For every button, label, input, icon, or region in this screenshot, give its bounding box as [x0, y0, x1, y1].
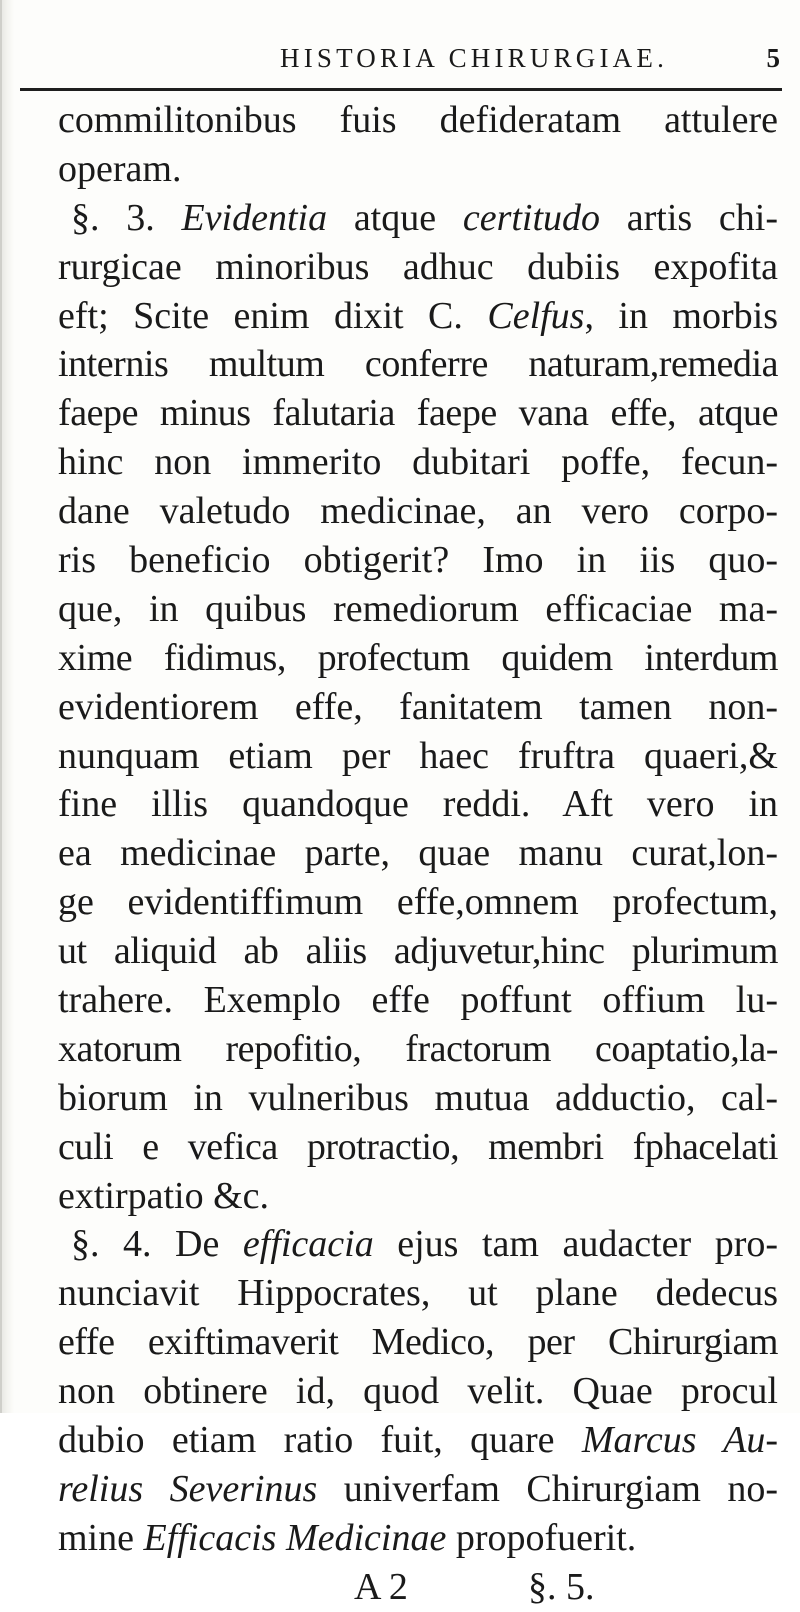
signature-mark: A 2: [354, 1565, 408, 1608]
text-segment: ejus tam audacter pro-: [373, 1223, 779, 1266]
text-segment: propofuerit.: [446, 1516, 637, 1559]
text-line: rurgicae minoribus adhuc dubiis expofita: [58, 245, 778, 288]
text-line: evidentiorem effe, fanitatem tamen non-: [58, 685, 778, 728]
text-line: operam.: [58, 147, 182, 190]
text-line: trahere. Exemplo effe poffunt offium lu-: [58, 979, 778, 1022]
text-line: ris beneficio obtigerit? Imo in iis quo-: [58, 539, 778, 582]
text-line: ut aliquid ab aliis adjuvetur,hinc plurimum: [58, 930, 778, 973]
text-line: ge evidentiffimum effe,omnem profectum,: [58, 881, 778, 924]
text-line: culi e vefica protractio, membri fphacelati: [58, 1125, 778, 1168]
section-mark: §. 4. De: [71, 1223, 243, 1266]
text-line: xime fidimus, profectum quidem interdum: [58, 636, 778, 679]
text-segment: atque: [327, 196, 463, 239]
text-line: non obtinere id, quod velit. Quae procul: [58, 1370, 778, 1413]
italic-term: efficacia: [242, 1223, 374, 1266]
text-line: [58, 1220, 778, 1269]
text-line: extirpatio &c.: [58, 1174, 270, 1217]
text-line: [58, 194, 778, 243]
text-line: nunciavit Hippocrates, ut plane dedecus: [58, 1272, 778, 1315]
running-head: HISTORIA CHIRURGIAE.: [280, 43, 669, 73]
text-line: [58, 292, 778, 341]
text-line: biorum in vulneribus mutua adductio, cal-: [58, 1076, 778, 1119]
text-segment: dubio etiam ratio fuit, quare: [58, 1419, 582, 1462]
italic-name: Marcus Au-: [581, 1419, 778, 1462]
text-line: nunquam etiam per haec fruftra quaeri,&: [58, 734, 778, 777]
text-segment: univerfam Chirurgiam no-: [317, 1467, 778, 1510]
text-segment: , in morbis: [584, 294, 778, 337]
signature-line: [58, 1563, 778, 1612]
text-line: [58, 1465, 778, 1514]
body-text: [58, 96, 778, 1612]
text-segment: eft; Scite enim dixit C.: [58, 294, 488, 337]
text-segment: artis chi-: [600, 196, 779, 239]
italic-name: relius Severinus: [58, 1467, 318, 1510]
header-rule: [20, 88, 782, 91]
page-header: [280, 38, 780, 78]
italic-name: Celfus: [487, 294, 585, 337]
text-line: faepe minus falutaria faepe vana effe, atque: [58, 392, 778, 435]
text-line: internis multum conferre naturam,remedia: [58, 343, 778, 386]
binding-gutter-shadow: [0, 0, 14, 1413]
catchword: §. 5.: [528, 1565, 595, 1608]
text-line: [58, 1416, 778, 1465]
section-mark: §. 3.: [71, 196, 155, 239]
italic-term: certitudo: [462, 196, 601, 239]
text-line: que, in quibus remediorum efficaciae ma-: [58, 587, 778, 630]
text-line: dane valetudo medicinae, an vero corpo-: [58, 490, 778, 533]
text-line: [58, 1514, 778, 1563]
text-segment: mine: [58, 1516, 144, 1559]
italic-term: Evidentia: [181, 196, 328, 239]
text-line: fine illis quandoque reddi. Aft vero in: [58, 783, 778, 826]
text-line: commilitonibus fuis defideratam attulere: [58, 99, 778, 141]
italic-title: Efficacis Medicinae: [143, 1516, 447, 1559]
page-number: 5: [766, 43, 780, 73]
text-line: xatorum repofitio, fractorum coaptatio,la-: [58, 1027, 778, 1070]
text-line: hinc non immerito dubitari poffe, fecun-: [58, 441, 778, 484]
binding-gutter-edge: [0, 0, 2, 1413]
text-line: effe exiftimaverit Medico, per Chirurgiam: [58, 1321, 778, 1364]
text-line: ea medicinae parte, quae manu curat,lon-: [58, 832, 778, 875]
